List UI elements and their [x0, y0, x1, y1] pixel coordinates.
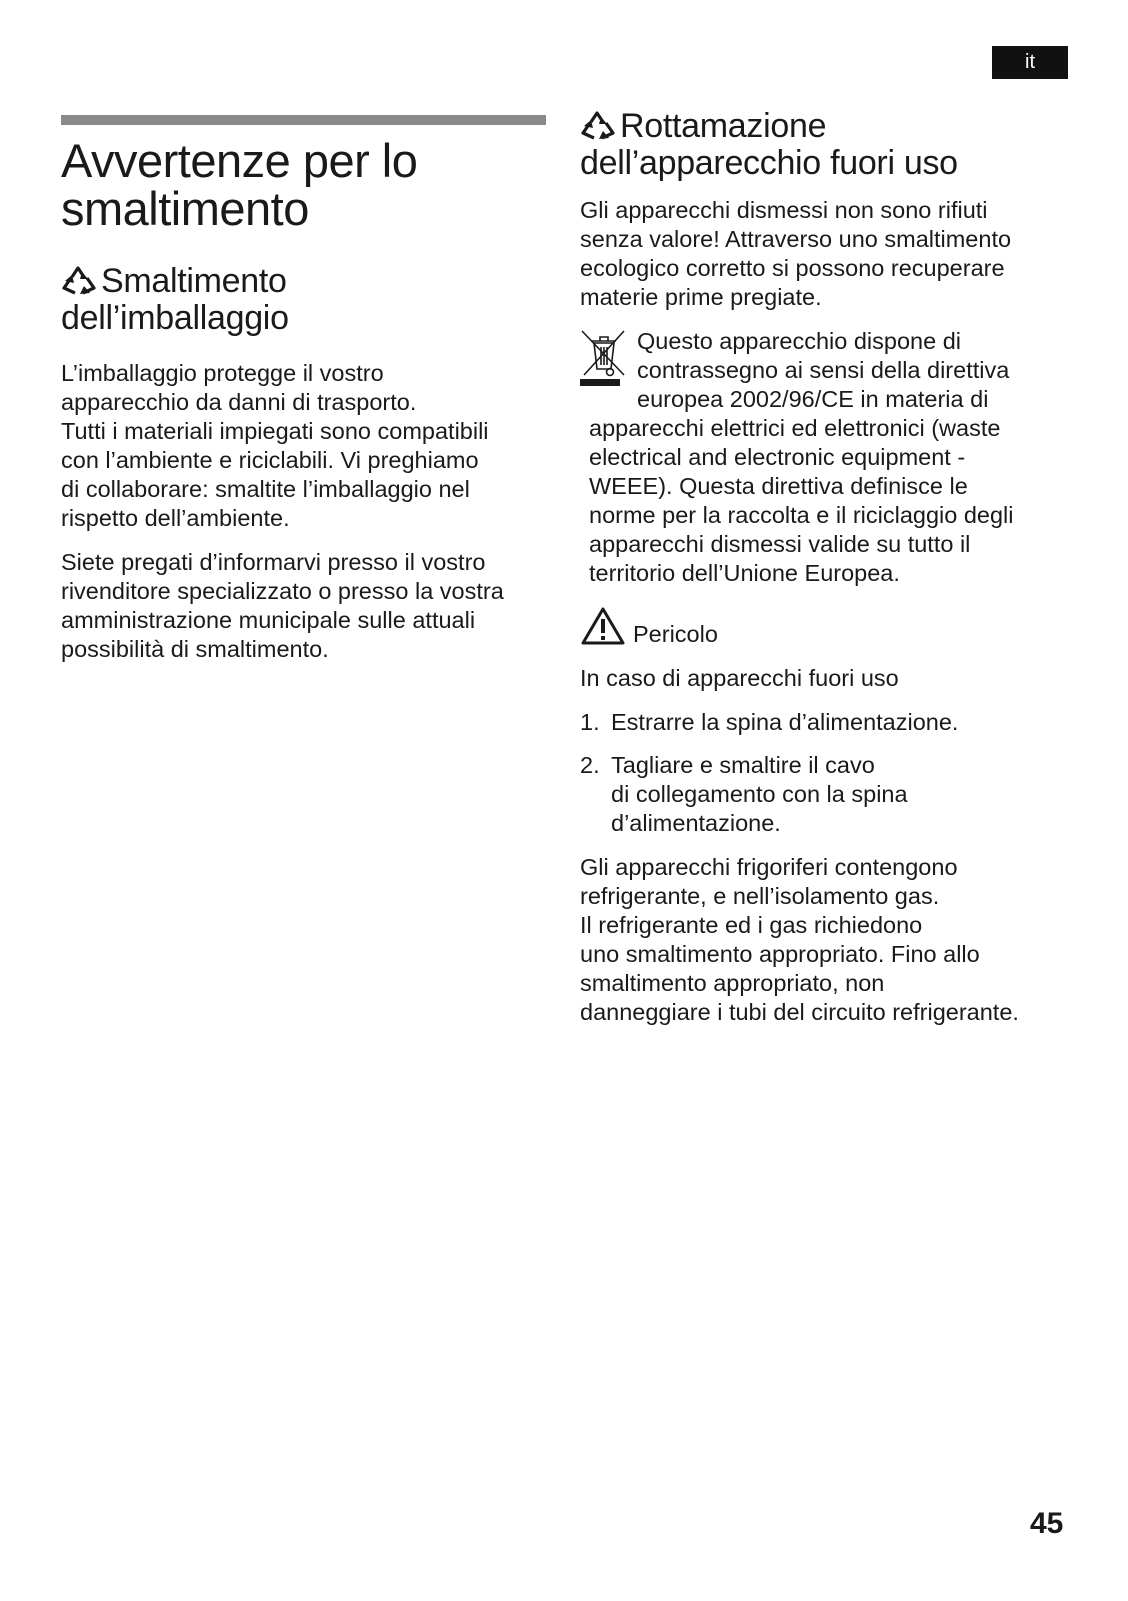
- list-item: 1. Estrarre la spina d’alimentazione.: [580, 709, 959, 735]
- steps-list: [580, 708, 1075, 838]
- page-title: Avvertenze per lo smaltimento: [61, 134, 418, 235]
- weee-notice: Questo apparecchio dispone di contrassegno ai sensi della direttiva europea 2002/96/CE in materia di apparecchi elettrici ed elettronici (waste electrical and electronic equipment - WEEE). Questa direttiva definisce le norme per la raccolta e il riciclaggio degli apparecchi dismessi valide su tutto il territorio dell’Unione Europea.: [580, 327, 1075, 588]
- packaging-paragraph: L’imballaggio protegge il vostro apparecchio da danni di trasporto. Tutti i materiali impiegati sono compatibili con l’ambiente e riciclabili. Vi preghiamo di collaborare: smaltite l’imballaggio nel rispetto dell’ambiente.: [61, 360, 489, 531]
- danger-warning: [580, 606, 1075, 650]
- left-column: [61, 115, 546, 679]
- appliance-scrapping-title: Rottamazione dell’apparecchio fuori uso: [580, 107, 958, 182]
- list-item: 2. Tagliare e smaltire il cavo di collegamento con la spina d’alimentazione.: [580, 752, 908, 836]
- crossed-bin-icon: [580, 327, 628, 387]
- warning-label: Pericolo: [633, 621, 718, 647]
- recycle-icon: [61, 266, 97, 296]
- intro-paragraph: Gli apparecchi dismessi non sono rifiuti senza valore! Attraverso uno smaltimento ecologico corretto si possono recuperare materie prime pregiate.: [580, 197, 1012, 310]
- warning-triangle-icon: [580, 606, 626, 646]
- right-column: [580, 108, 1075, 1042]
- page-number: 45: [1030, 1507, 1064, 1540]
- packaging-disposal-title: Smaltimento dell’imballaggio: [61, 262, 289, 337]
- language-tab: it: [992, 46, 1068, 79]
- information-paragraph: Siete pregati d’informarvi presso il vostro rivenditore specializzato o presso la vostra amministrazione municipale sulle attuali possibilità di smaltimento.: [61, 549, 504, 662]
- top-rule: [61, 115, 546, 125]
- refrigerant-paragraph: Gli apparecchi frigoriferi contengono refrigerante, e nell’isolamento gas. Il refrigerante ed i gas richiedono uno smaltimento appropriato. Fino allo smaltimento appropriato, non danneggiare i tubi del circuito refrigerante.: [580, 854, 1019, 1025]
- warning-intro: In caso di apparecchi fuori uso: [580, 665, 899, 691]
- recycle-icon: [580, 111, 616, 141]
